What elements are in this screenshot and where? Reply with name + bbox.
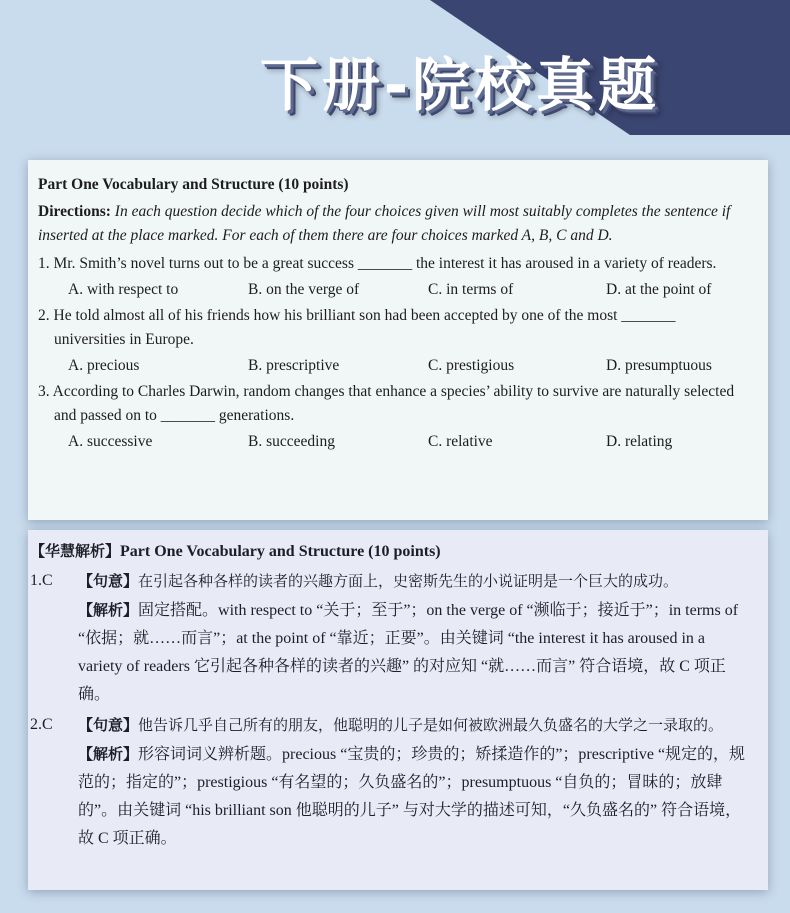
answers-section-title: Part One Vocabulary and Structure (10 points)	[120, 543, 441, 560]
question-text: 2. He told almost all of his friends how his brilliant son had been accepted by one of the most _______ universities in Europe.	[38, 307, 676, 348]
analysis-text: 固定搭配。with respect to “关于；至于”；on the verge of “濒临于；接近于”；in terms of “依据；就……而言”；at the point of “靠近；正要”。由关键词 “the interest it has aroused in a variety of readers 它引起各种各样的读者的兴趣” 的对应知 “就……而言” 符合语境，故 C 项正确。	[78, 602, 739, 703]
section-title: Part One Vocabulary and Structure (10 points)	[38, 176, 349, 193]
option-c: C. prestigious	[428, 357, 515, 374]
option-d: D. at the point of	[606, 281, 712, 298]
answer-meaning	[78, 567, 750, 596]
meaning-label: 【句意】	[78, 716, 139, 734]
analysis-label: 【解析】	[78, 601, 139, 619]
answers-card	[28, 530, 768, 890]
question-text: 3. According to Charles Darwin, random changes that enhance a species’ ability to survive are naturally selected and passed on to _______ generations.	[38, 383, 735, 424]
questions-card	[28, 160, 768, 520]
option-b: B. on the verge of	[248, 281, 360, 298]
answer-body	[78, 711, 750, 853]
answer-item	[30, 567, 750, 709]
answer-number: 2.C	[30, 716, 53, 733]
option-c: C. in terms of	[428, 281, 514, 298]
option-c: C. relative	[428, 433, 493, 450]
options-row	[38, 354, 748, 378]
options-row	[38, 430, 748, 454]
answer-number: 1.C	[30, 572, 53, 589]
meaning-text: 他告诉几乎自己所有的朋友，他聪明的儿子是如何被欧洲最久负盛名的大学之一录取的。	[138, 716, 724, 734]
directions-text: In each question decide which of the four choices given will most suitably completes the sentence if inserted at the place marked. For each of them there are four choices marked A, B, C and D.	[38, 203, 731, 244]
options-row	[38, 278, 748, 302]
answer-analysis	[78, 740, 750, 853]
answer-body	[78, 567, 750, 709]
option-d: D. relating	[606, 433, 673, 450]
answer-meaning	[78, 711, 750, 740]
question-item	[38, 380, 748, 454]
directions-label: Directions:	[38, 203, 111, 220]
analysis-label: 【解析】	[78, 745, 139, 763]
option-d: D. presumptuous	[606, 357, 712, 374]
answers-header	[30, 538, 750, 565]
question-item	[38, 252, 748, 302]
answers-tag: 【华慧解析】	[30, 542, 121, 560]
analysis-text: 形容词词义辨析题。precious “宝贵的；珍贵的；矫揉造作的”；prescriptive “规定的，规范的；指定的”；prestigious “有名望的；久负盛名的”；presumptuous “自负的；冒昧的；放肆的”。由关键词 “his brilliant son 他聪明的儿子” 与对大学的描述可知，“久负盛名的” 符合语境，故 C 项正确。	[78, 746, 746, 847]
answer-analysis	[78, 596, 750, 709]
directions	[38, 200, 748, 248]
option-a: A. precious	[68, 357, 140, 374]
banner-title: 下册-院校真题	[259, 51, 661, 119]
meaning-label: 【句意】	[78, 572, 139, 590]
question-item	[38, 304, 748, 378]
option-b: B. prescriptive	[248, 357, 340, 374]
question-text: 1. Mr. Smith’s novel turns out to be a great success _______ the interest it has aroused in a variety of readers.	[38, 255, 717, 272]
option-a: A. successive	[68, 433, 153, 450]
answer-item	[30, 711, 750, 853]
option-a: A. with respect to	[68, 281, 179, 298]
option-b: B. succeeding	[248, 433, 335, 450]
meaning-text: 在引起各种各样的读者的兴趣方面上，史密斯先生的小说证明是一个巨大的成功。	[138, 572, 679, 590]
